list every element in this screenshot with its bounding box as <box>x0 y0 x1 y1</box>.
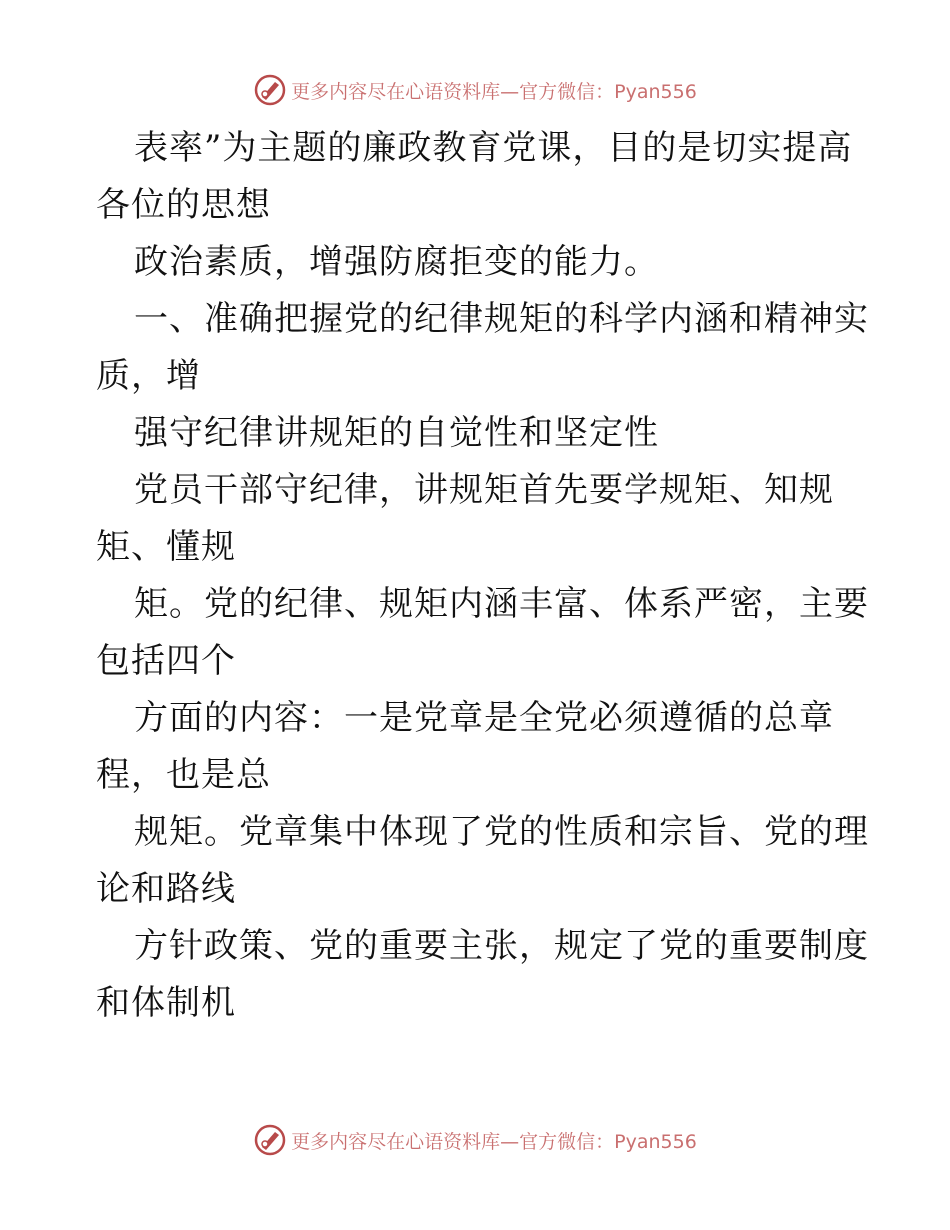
text-line: 包括四个 <box>96 641 236 681</box>
banner-wechat-id: Pyan556 <box>614 1130 697 1153</box>
text-line: 质，增 <box>96 356 201 396</box>
text-line: 矩。党的纪律、规矩内涵丰富、体系严密，主要 <box>134 584 869 624</box>
logo-icon <box>253 1123 287 1157</box>
text-line: 党员干部守纪律，讲规矩首先要学规矩、知规 <box>134 470 834 510</box>
text-line: 程，也是总 <box>96 755 271 795</box>
text-line: 方面的内容：一是党章是全党必须遵循的总章 <box>134 698 834 738</box>
banner-caption: 更多内容尽在心语资料库—官方微信： <box>291 80 615 103</box>
logo-icon <box>253 73 287 107</box>
header-banner <box>0 70 950 110</box>
footer-banner <box>0 1120 950 1160</box>
text-line: 强守纪律讲规矩的自觉性和坚定性 <box>134 413 659 453</box>
text-line: 规矩。党章集中体现了党的性质和宗旨、党的理 <box>134 812 869 852</box>
text-line: 各位的思想 <box>96 185 271 225</box>
text-line: 表率”为主题的廉政教育党课，目的是切实提高 <box>134 128 853 168</box>
text-line: 方针政策、党的重要主张，规定了党的重要制度 <box>134 926 869 966</box>
banner-wechat-id: Pyan556 <box>614 80 697 103</box>
text-line: 政治素质，增强防腐拒变的能力。 <box>134 242 659 282</box>
text-line: 矩、懂规 <box>96 527 236 567</box>
text-line: 和体制机 <box>96 983 236 1023</box>
banner-text <box>291 77 697 104</box>
text-line: 一、准确把握党的纪律规矩的科学内涵和精神实 <box>134 299 869 339</box>
document-body <box>96 120 869 1032</box>
banner-text <box>291 1127 697 1154</box>
banner-caption: 更多内容尽在心语资料库—官方微信： <box>291 1130 615 1153</box>
text-line: 论和路线 <box>96 869 236 909</box>
